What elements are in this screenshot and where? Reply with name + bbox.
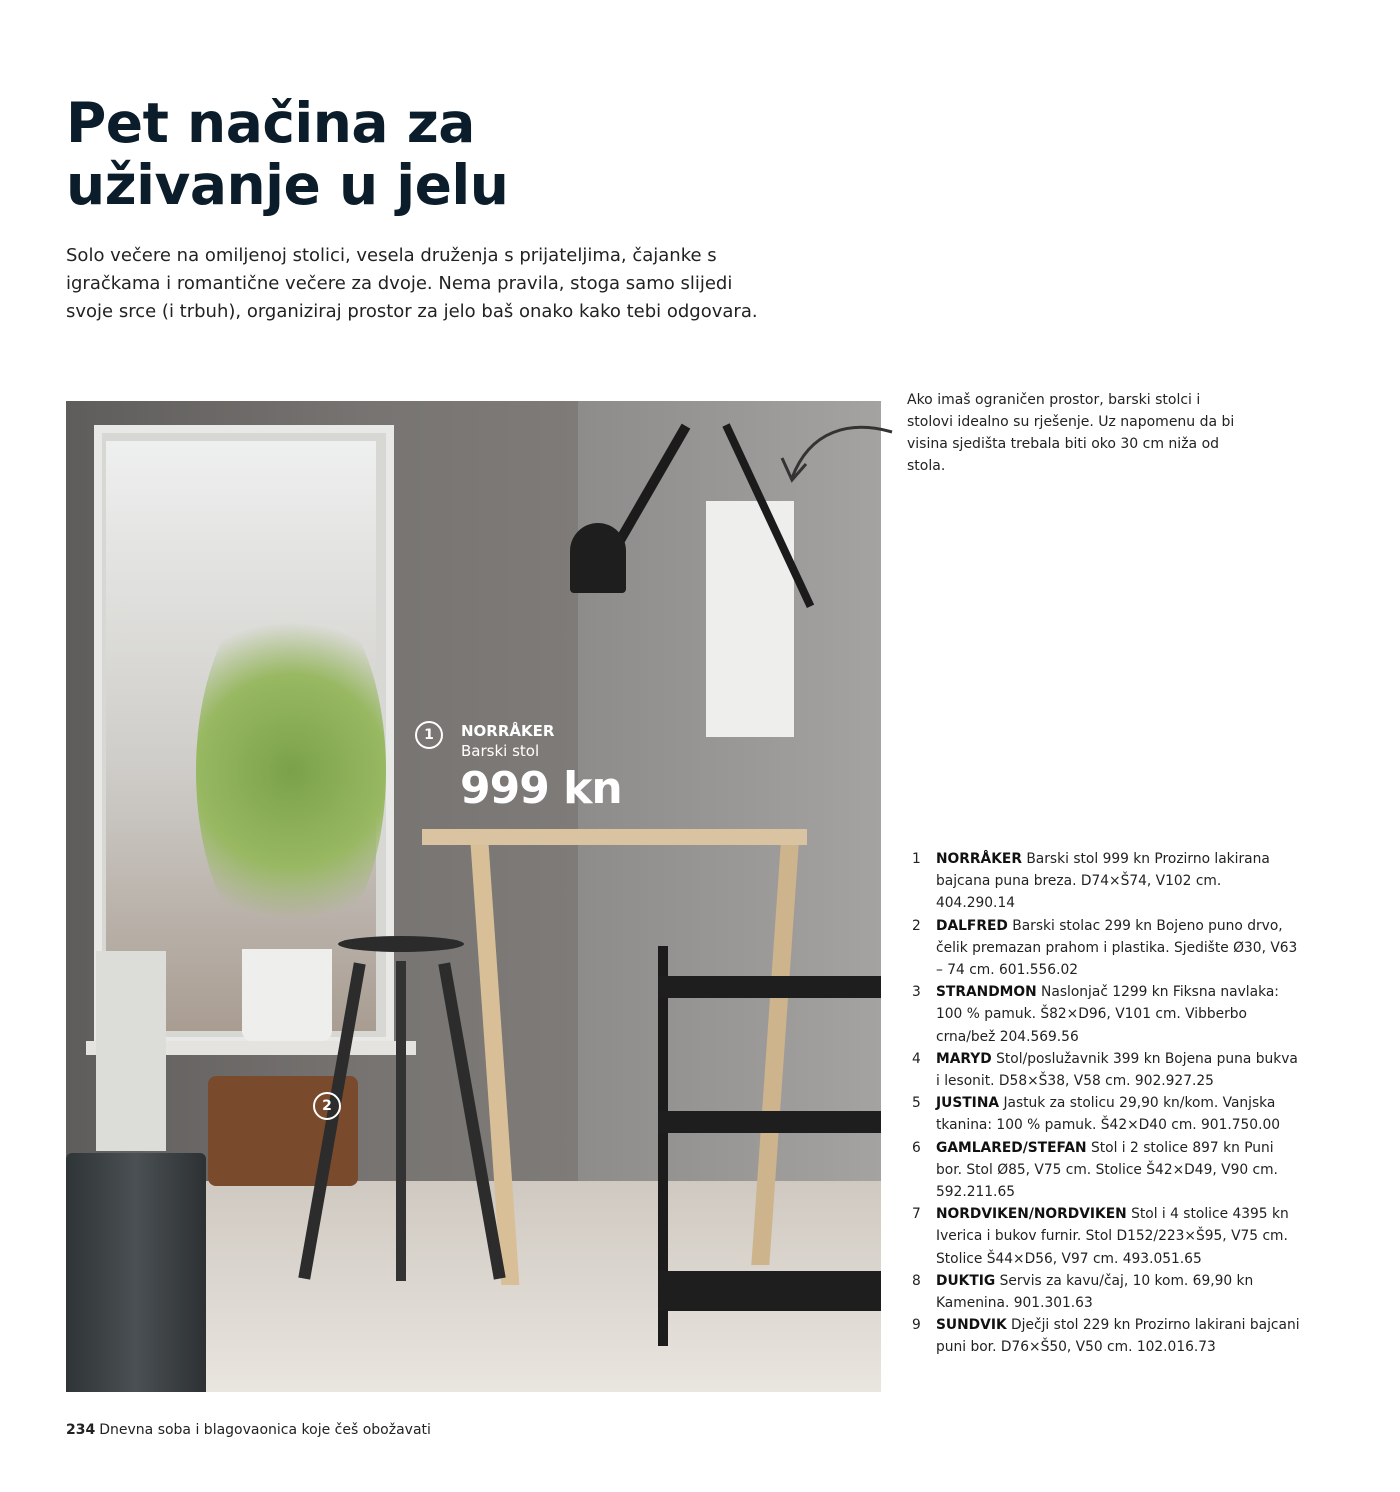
room-photo [66, 401, 881, 1392]
product-item [912, 1092, 1302, 1136]
item-number: 1 [912, 851, 921, 867]
trash-bin [66, 1153, 206, 1392]
product-details: Dječji stol 229 kn Prozirno lakirani bajcani puni bor. D76×Š50, V50 cm. 102.016.73 [936, 1317, 1300, 1356]
bar-stool [338, 936, 464, 952]
section-title: Dnevna soba i blagovaonica koje češ obožavati [99, 1422, 431, 1438]
product-name: NORRÅKER [936, 851, 1022, 867]
product-details: Stol i 4 stolice 4395 kn Iverica i bukov furnir. Stol D152/223×Š95, V75 cm. Stolice Š44×D56, V97 cm. 493.051.65 [936, 1206, 1289, 1267]
callout-price: 999 kn [460, 763, 622, 814]
product-item [912, 1203, 1302, 1270]
item-number: 8 [912, 1272, 921, 1289]
page-footer [66, 1422, 431, 1438]
product-name: DUKTIG [936, 1272, 996, 1289]
product-name: STRANDMON [936, 984, 1037, 1001]
curved-arrow-icon [770, 420, 900, 490]
plant-pot [242, 949, 332, 1041]
product-name: SUNDVIK [936, 1317, 1007, 1334]
towel [96, 951, 166, 1151]
item-number: 2 [912, 917, 921, 934]
product-details: Servis za kavu/čaj, 10 kom. 69,90 kn Kamenina. 901.301.63 [936, 1272, 1254, 1312]
product-details: Naslonjač 1299 kn Fiksna navlaka: 100 % pamuk. Š82×D96, V101 cm. Vibberbo crna/bež 204.569.56 [936, 984, 1279, 1045]
product-item [912, 1270, 1302, 1314]
item-number: 3 [912, 984, 921, 1001]
item-number: 4 [912, 1050, 921, 1067]
wall-lamp [570, 523, 626, 593]
product-name: MARYD [936, 1050, 992, 1067]
product-item [912, 1137, 1302, 1204]
plant [196, 581, 386, 961]
cart-shelf [658, 1111, 881, 1133]
product-name: NORDVIKEN/NORDVIKEN [936, 1206, 1127, 1223]
product-item [912, 981, 1302, 1048]
product-item [912, 1314, 1302, 1358]
title-line-1: Pet načina za [66, 91, 475, 155]
item-number: 5 [912, 1095, 921, 1112]
item-number: 6 [912, 1139, 921, 1156]
page-number: 234 [66, 1422, 96, 1438]
page-title [66, 92, 508, 216]
product-name: JUSTINA [936, 1095, 1000, 1112]
callout-number: 1 [415, 721, 443, 749]
product-list [912, 848, 1302, 1359]
callout-number: 2 [313, 1092, 341, 1120]
title-line-2: uživanje u jelu [66, 153, 509, 217]
product-details: Stol i 2 stolice 897 kn Puni bor. Stol Ø85, V75 cm. Stolice Š42×D49, V90 cm. 592.211.65 [936, 1139, 1278, 1201]
bar-table [422, 829, 807, 845]
product-details: Barski stol 999 kn Prozirno lakirana bajcana puna breza. D74×Š74, V102 cm. 404.290.14 [936, 851, 1270, 912]
product-item [912, 1048, 1302, 1092]
annotation-text: Ako imaš ograničen prostor, barski stolci i stolovi idealno su rješenje. Uz napomenu da bi visina sjedišta trebala biti oko 30 cm niža od stola. [907, 392, 1235, 474]
item-number: 9 [912, 1317, 921, 1334]
product-name: GAMLARED/STEFAN [936, 1139, 1087, 1156]
intro-paragraph: Solo večere na omiljenoj stolici, vesela druženja s prijateljima, čajanke s igračkama i romantične večere za dvoje. Nema pravila, stoga samo slijedi svoje srce (i trbuh), organiziraj prostor za jelo baš onako kako tebi odgovara. [66, 245, 758, 322]
product-name: DALFRED [936, 917, 1008, 934]
callout-product-name: NORRÅKER [461, 722, 555, 740]
callout-product-desc: Barski stol [461, 742, 540, 760]
product-item [912, 848, 1302, 915]
product-details: Stol/poslužavnik 399 kn Bojena puna bukva i lesonit. D58×Š38, V58 cm. 902.927.25 [936, 1050, 1298, 1090]
item-number: 7 [912, 1206, 921, 1223]
product-details: Barski stolac 299 kn Bojeno puno drvo, čelik premazan prahom i plastika. Sjedište Ø30, V63 – 74 cm. 601.556.02 [936, 917, 1298, 979]
cart-shelf [658, 1271, 881, 1311]
cart-shelf [658, 976, 881, 998]
product-details: Jastuk za stolicu 29,90 kn/kom. Vanjska tkanina: 100 % pamuk. Š42×D40 cm. 901.750.00 [936, 1095, 1281, 1134]
product-item [912, 915, 1302, 982]
stool-leg [396, 961, 406, 1281]
